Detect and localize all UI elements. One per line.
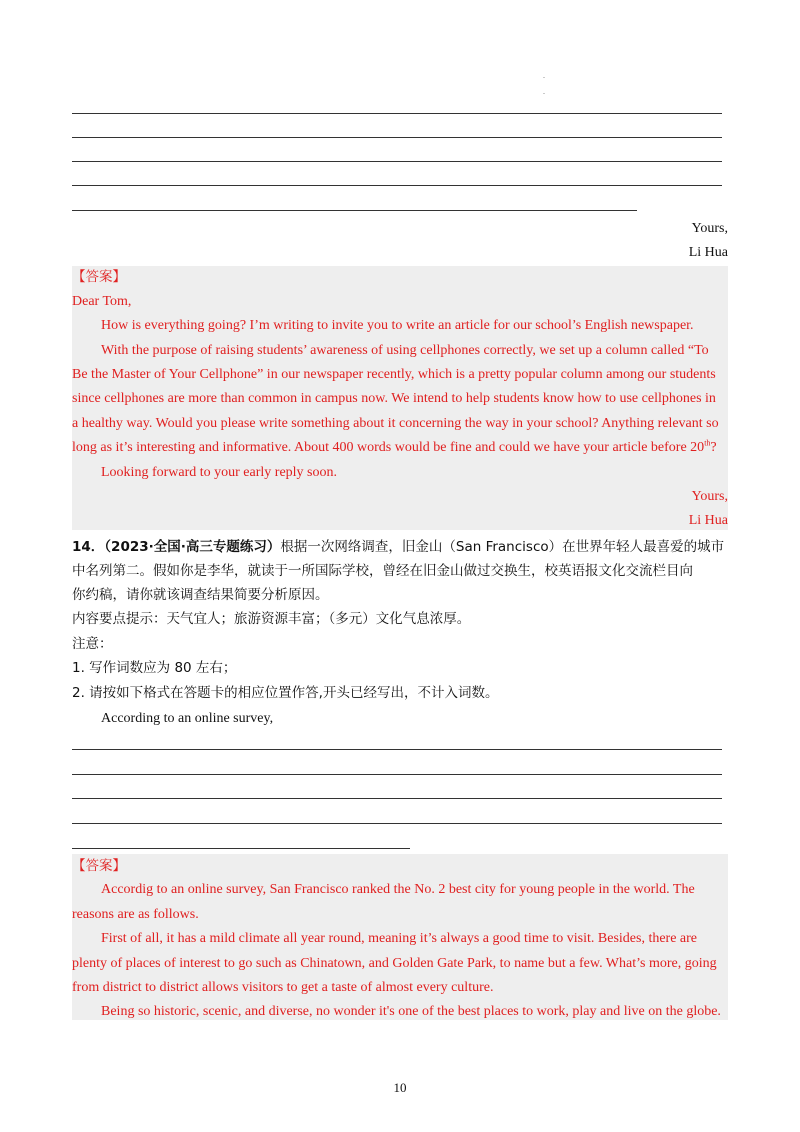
note-label: 注意：: [72, 636, 113, 652]
letter-signature: Li Hua: [688, 245, 728, 260]
question-prompt: 根据一次网络调查，旧金山（San Francisco）在世界年轻人最喜爱的城市: [280, 539, 725, 555]
answer-line: a healthy way. Would you please write something about it concerning the way in your school? Anything relevant so: [72, 416, 719, 431]
top-mark: .: [543, 87, 545, 96]
question-number: 14．: [72, 539, 105, 555]
answer-line: First of all, it has a mild climate all year round, meaning it’s always a good time to visit. Besides, there are: [101, 931, 698, 946]
writing-line: [72, 848, 410, 849]
answer-line: plenty of places of interest to go such as Chinatown, and Golden Gate Park, to name but a few. What’s more, going: [72, 956, 717, 971]
answer-line: Looking forward to your early reply soon.: [101, 465, 337, 480]
note-item: 2. 请按如下格式在答题卡的相应位置作答,开头已经写出，不计入词数。: [72, 685, 499, 701]
letter-closing: Yours,: [691, 221, 728, 236]
writing-line: [72, 161, 722, 162]
answer-tag: 【答案】: [72, 858, 126, 874]
answer-line: How is everything going? I’m writing to invite you to write an article for our school’s English newspaper.: [101, 318, 694, 333]
writing-line: [72, 823, 722, 824]
answer-line: With the purpose of raising students’ awareness of using cellphones correctly, we set up a column called “To: [101, 343, 709, 358]
question-hints: 内容要点提示：天气宜人；旅游资源丰富；（多元）文化气息浓厚。: [72, 611, 471, 627]
writing-line: [72, 798, 722, 799]
writing-line: [72, 113, 722, 114]
answer-salutation: Dear Tom,: [72, 294, 132, 309]
question-header: [72, 538, 724, 556]
page-number: 10: [393, 1080, 407, 1095]
answer-line: since cellphones are more than common in campus now. We intend to help students know how to use cellphones in: [72, 391, 716, 406]
question-prompt: 你约稿，请你就该调查结果简要分析原因。: [72, 587, 329, 603]
note-item: 1. 写作词数应为 80 左右；: [72, 660, 237, 676]
writing-line: [72, 210, 637, 211]
answer-line: [72, 439, 717, 457]
top-mark: .: [543, 71, 545, 80]
essay-opening: According to an online survey,: [101, 711, 274, 726]
answer-line: from district to district allows visitors to get a taste of almost every culture.: [72, 980, 494, 995]
answer-line: reasons are as follows.: [72, 907, 199, 922]
writing-line: [72, 185, 722, 186]
answer-line: Be the Master of Your Cellphone” in our newspaper recently, which is a pretty popular column among our students: [72, 367, 716, 382]
answer-line-text: long as it’s interesting and informative. About 400 words would be fine and could we have your article before 20: [72, 440, 705, 455]
question-source: （2023·全国·高三专题练习）: [104, 539, 281, 555]
answer-closing: Yours,: [691, 489, 728, 504]
answer-line: Being so historic, scenic, and diverse, no wonder it's one of the best places to work, play and live on the globe.: [101, 1004, 721, 1019]
answer-line-end: ?: [710, 440, 717, 455]
ordinal-superscript: th: [704, 438, 711, 448]
writing-line: [72, 749, 722, 750]
answer-line: Accordig to an online survey, San Francisco ranked the No. 2 best city for young people in the world. The: [101, 882, 695, 897]
writing-line: [72, 137, 722, 138]
writing-line: [72, 774, 722, 775]
answer-tag: 【答案】: [72, 269, 126, 285]
question-prompt: 中名列第二。假如你是李华，就读于一所国际学校，曾经在旧金山做过交换生，校英语报文化交流栏目向: [72, 563, 693, 579]
answer-signature: Li Hua: [688, 513, 728, 528]
